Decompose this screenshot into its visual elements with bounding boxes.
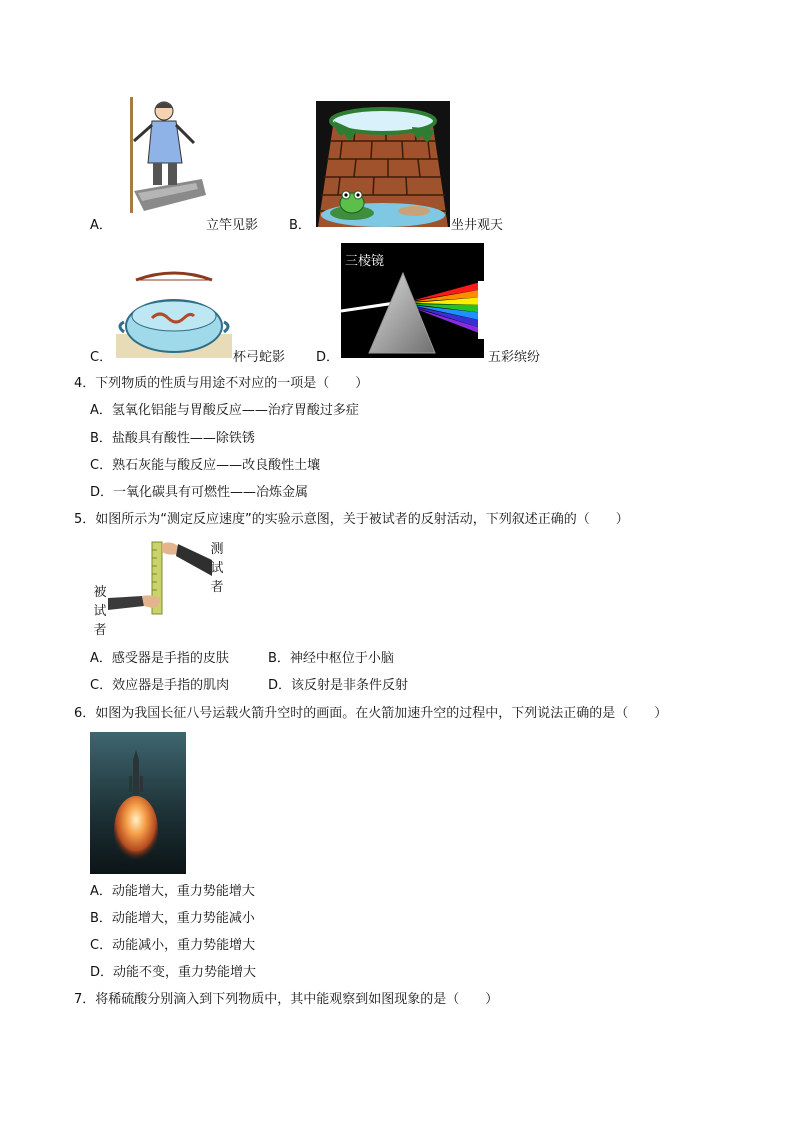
q7-stem: 7．将稀硫酸分别滴入到下列物质中，其中能观察到如图现象的是（ ）: [74, 992, 499, 1007]
pole-shadow-figure: [116, 97, 206, 219]
q4-stem: 4．下列物质的性质与用途不对应的一项是（ ）: [74, 376, 369, 391]
q4-option-c: C．熟石灰能与酸反应——改良酸性土壤: [90, 458, 321, 473]
q4-option-b: B．盐酸具有酸性——除铁锈: [90, 431, 255, 446]
q6-option-d: D．动能不变，重力势能增大: [90, 965, 257, 980]
q3-option-c-caption: 杯弓蛇影: [233, 350, 286, 365]
tester-label: 测试者: [210, 542, 224, 595]
q4-option-a: A．氢氧化铝能与胃酸反应——治疗胃酸过多症: [90, 403, 359, 418]
q3-option-c-letter: C．: [90, 350, 113, 365]
q5-option-d: D．该反射是非条件反射: [268, 678, 409, 693]
frog-in-well-figure: [316, 101, 450, 227]
reaction-test-figure: [108, 540, 212, 622]
subject-label: 被试者: [93, 585, 107, 638]
prism-dispersion-figure: [341, 243, 484, 358]
q6-stem: 6．如图为我国长征八号运载火箭升空时的画面。在火箭加速升空的过程中，下列说法正确的是（ ）: [74, 706, 668, 721]
q6-option-a: A．动能增大，重力势能增大: [90, 884, 255, 899]
q5-option-a: A．感受器是手指的皮肤: [90, 651, 229, 666]
q3-option-a-letter: A．: [90, 218, 112, 233]
prism-label: 三棱镜: [345, 254, 385, 269]
q4-option-d: D．一氧化碳具有可燃性——冶炼金属: [90, 485, 309, 500]
q3-option-b-caption: 坐井观天: [451, 218, 504, 233]
q6-option-b: B．动能增大，重力势能减小: [90, 911, 255, 926]
q5-stem: 5．如图所示为“测定反应速度”的实验示意图，关于被试者的反射活动，下列叙述正确的（ ）: [74, 512, 629, 527]
q3-option-b-letter: B．: [289, 218, 311, 233]
q5-option-b: B．神经中枢位于小脑: [268, 651, 394, 666]
q3-option-a-caption: 立竿见影: [206, 218, 259, 233]
bow-snake-cup-figure: [116, 270, 232, 358]
rocket-launch-photo: [90, 732, 186, 874]
q3-option-d-letter: D．: [316, 350, 340, 365]
q3-option-d-caption: 五彩缤纷: [488, 350, 541, 365]
q5-option-c: C．效应器是手指的肌肉: [90, 678, 230, 693]
q6-option-c: C．动能减小，重力势能增大: [90, 938, 256, 953]
